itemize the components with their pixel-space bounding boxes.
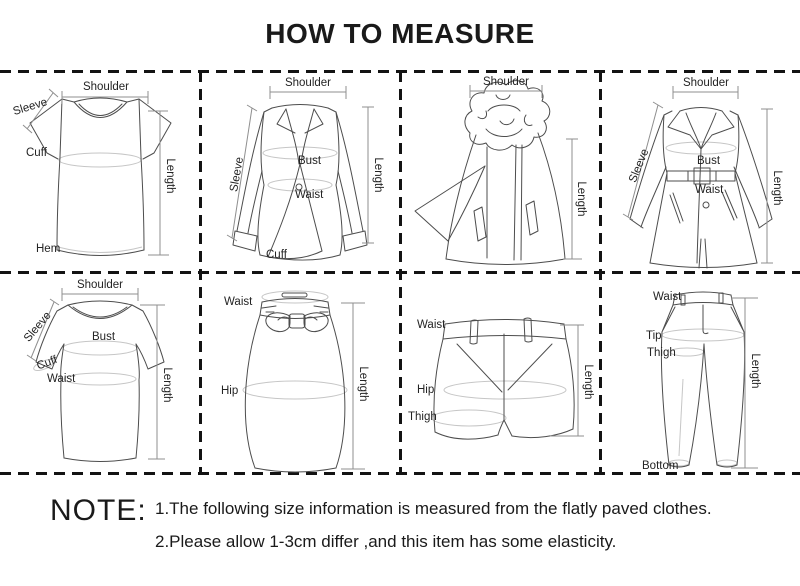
- panel-tshirt: [0, 71, 200, 272]
- trousers-thigh-label: Thigh: [647, 347, 676, 359]
- skirt-outline: [245, 293, 345, 472]
- blazer-length-label: Length: [372, 157, 384, 193]
- tshirt-hem-label: Hem: [36, 243, 61, 255]
- note-heading: NOTE:: [50, 494, 147, 527]
- page-title: HOW TO MEASURE: [265, 18, 535, 49]
- trench-coat-labels: [627, 77, 783, 206]
- tshirt-cuff-label: Cuff: [26, 147, 47, 159]
- trench-coat-waist-label: Waist: [695, 184, 724, 196]
- shorts-figure: [400, 272, 600, 473]
- trench-coat-figure: [600, 71, 800, 272]
- trousers-waist-label: Waist: [653, 291, 682, 303]
- note-line-2: 2.Please allow 1-3cm differ ,and this item has some elasticity.: [155, 532, 617, 551]
- skirt-figure: [200, 272, 400, 473]
- cape-coat-labels: [483, 76, 587, 217]
- trousers-bottom-label: Bottom: [642, 460, 679, 472]
- dress-waist-label: Waist: [47, 373, 76, 385]
- tshirt-guide-lines: [58, 153, 142, 253]
- cape-coat-outline: [415, 81, 565, 265]
- blazer-figure: [200, 71, 400, 272]
- tshirt-outline: [30, 98, 171, 256]
- trousers-labels: [642, 291, 761, 472]
- dress-shoulder-label: Shoulder: [76, 279, 124, 291]
- tshirt-shoulder-label: Shoulder: [82, 81, 130, 93]
- trousers-figure: [600, 272, 800, 473]
- shorts-outline: [434, 318, 574, 439]
- panel-skirt: [200, 272, 400, 473]
- trench-coat-bust-label: Bust: [697, 155, 721, 167]
- cape-coat-figure: [400, 71, 600, 272]
- trousers-length-label: Length: [749, 353, 761, 389]
- dress-cuff-label: Cuff: [35, 353, 59, 373]
- skirt-guide-lines: [243, 291, 347, 399]
- shorts-waist-label: Waist: [417, 319, 446, 331]
- tshirt-length-label: Length: [164, 158, 176, 194]
- tshirt-figure: [0, 71, 200, 272]
- cape-coat-shoulder-label: Shoulder: [482, 76, 530, 88]
- tshirt-sleeve-label: Sleeve: [11, 96, 49, 119]
- note-line-1: 1.The following size information is measured from the flatly paved clothes.: [155, 499, 712, 518]
- trench-coat-length-label: Length: [771, 170, 783, 206]
- trousers-tip-label: Tip: [646, 330, 662, 342]
- shorts-length-label: Length: [582, 364, 594, 400]
- blazer-shoulder-label: Shoulder: [284, 77, 332, 89]
- skirt-length-label: Length: [357, 366, 369, 402]
- trench-coat-sleeve-label: Sleeve: [627, 147, 652, 185]
- skirt-hip-label: Hip: [221, 385, 239, 397]
- shorts-thigh-label: Thigh: [408, 411, 437, 423]
- cape-coat-length-label: Length: [575, 181, 587, 217]
- panel-blazer: [200, 71, 400, 272]
- dress-sleeve-label: Sleeve: [21, 309, 54, 345]
- skirt-labels: [221, 296, 369, 402]
- blazer-sleeve-label: Sleeve: [228, 156, 247, 193]
- blazer-waist-label: Waist: [295, 189, 324, 201]
- skirt-waist-label: Waist: [224, 296, 253, 308]
- dress-bust-label: Bust: [92, 331, 116, 343]
- shorts-hip-label: Hip: [417, 384, 435, 396]
- panel-dress: [0, 272, 200, 473]
- trench-coat-shoulder-label: Shoulder: [682, 77, 730, 89]
- blazer-outline: [233, 105, 367, 261]
- tshirt-measure-lines: [23, 89, 169, 255]
- shorts-labels: [408, 319, 594, 423]
- blazer-bust-label: Bust: [298, 155, 322, 167]
- dress-length-label: Length: [161, 367, 173, 403]
- panel-shorts: [400, 272, 600, 473]
- trousers-outline: [661, 292, 744, 467]
- shorts-guide-lines: [432, 381, 566, 426]
- tshirt-labels: [12, 81, 176, 255]
- blazer-cuff-label: Cuff: [266, 249, 287, 261]
- dress-figure: [0, 272, 200, 473]
- dress-labels: [22, 279, 173, 403]
- panel-trench-coat: [600, 71, 800, 272]
- note-lines: [155, 492, 712, 558]
- panel-trousers: [600, 272, 800, 473]
- panel-cape-coat: [400, 71, 600, 272]
